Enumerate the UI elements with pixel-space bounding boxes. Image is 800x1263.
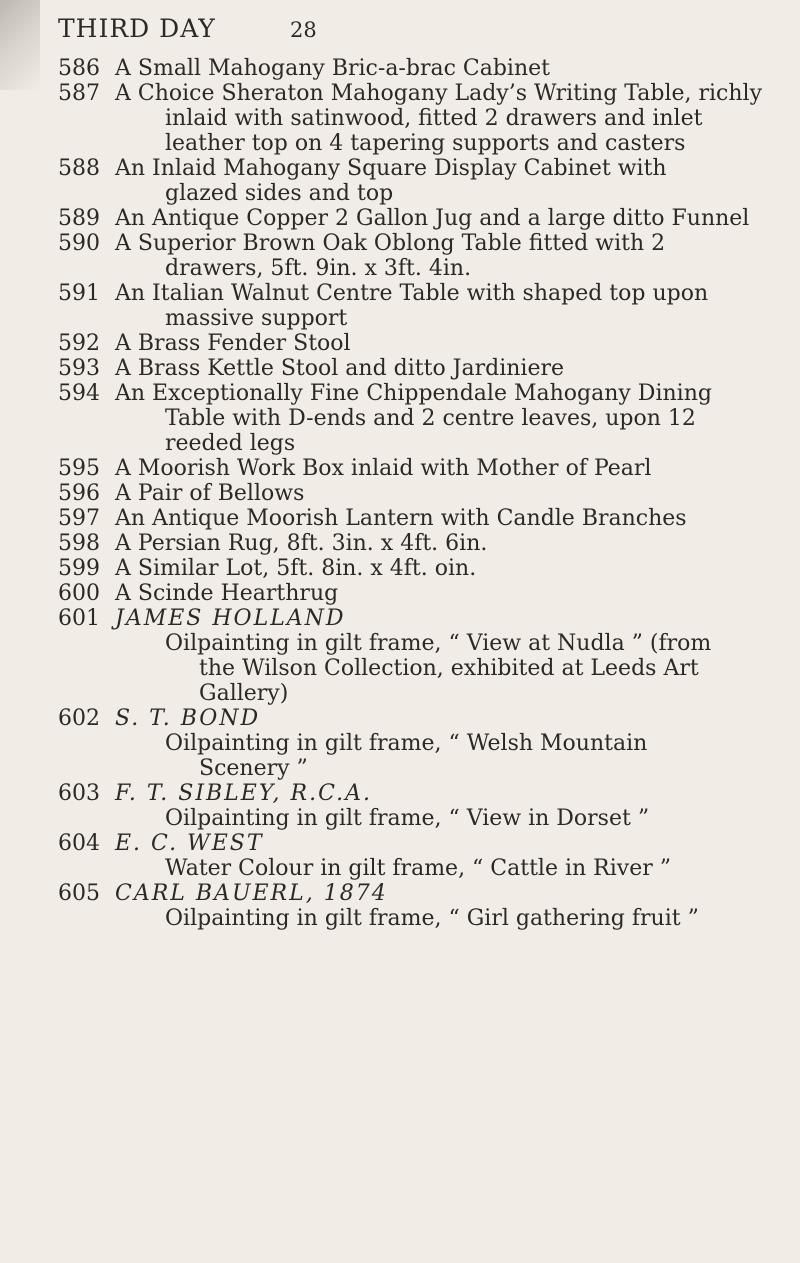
artist-name: F. T. SIBLEY, R.C.A. (115, 781, 373, 806)
lot-number: 601 (58, 606, 100, 631)
lot-number: 600 (58, 581, 100, 606)
artist-name: E. C. WEST (115, 831, 264, 856)
lot-line: Oilpainting in gilt frame, “ Welsh Mountain (165, 731, 648, 756)
lot-line: inlaid with satinwood, fitted 2 drawers and inlet (165, 106, 703, 131)
lot-line: drawers, 5ft. 9in. x 3ft. 4in. (165, 256, 472, 281)
lot-entry (0, 81, 800, 156)
lot-line: A Moorish Work Box inlaid with Mother of Pearl (115, 456, 652, 481)
lot-line: A Superior Brown Oak Oblong Table fitted with 2 (115, 231, 666, 256)
lot-entry (0, 831, 800, 881)
lot-line: A Brass Kettle Stool and ditto Jardiniere (115, 356, 565, 381)
lot-entry (0, 356, 800, 381)
lot-number: 586 (58, 56, 100, 81)
lot-description (115, 206, 775, 231)
lot-description (115, 456, 775, 481)
lot-description (115, 481, 775, 506)
sale-day-heading: THIRD DAY (58, 14, 216, 43)
lot-description (115, 56, 775, 81)
lot-description (115, 231, 775, 281)
lot-number: 593 (58, 356, 100, 381)
lot-line: reeded legs (165, 431, 296, 456)
page-number: 28 (290, 18, 317, 42)
lot-entry (0, 231, 800, 281)
lot-entry (0, 531, 800, 556)
artist-name: JAMES HOLLAND (115, 606, 346, 631)
lot-entry (0, 706, 800, 781)
lot-line: A Brass Fender Stool (115, 331, 351, 356)
lot-line: leather top on 4 tapering supports and casters (165, 131, 686, 156)
artist-name: S. T. BOND (115, 706, 261, 731)
lot-line: Oilpainting in gilt frame, “ Girl gathering fruit ” (165, 906, 699, 931)
lot-description (115, 156, 775, 206)
lot-line: An Inlaid Mahogany Square Display Cabinet with (115, 156, 667, 181)
lot-number: 589 (58, 206, 100, 231)
lot-list (0, 56, 800, 931)
lot-line: Water Colour in gilt frame, “ Cattle in River ” (165, 856, 671, 881)
lot-description (115, 881, 775, 931)
lot-line: An Antique Copper 2 Gallon Jug and a large ditto Funnel (115, 206, 750, 231)
lot-description (115, 356, 775, 381)
lot-description (115, 706, 775, 781)
lot-description (115, 331, 775, 356)
lot-line: Table with D-ends and 2 centre leaves, upon 12 (165, 406, 696, 431)
lot-entry (0, 331, 800, 356)
lot-number: 599 (58, 556, 100, 581)
lot-entry (0, 156, 800, 206)
lot-description (115, 81, 775, 156)
lot-number: 590 (58, 231, 100, 256)
lot-line: Scenery ” (199, 756, 308, 781)
lot-line: A Choice Sheraton Mahogany Lady’s Writing Table, richly (115, 81, 763, 106)
lot-entry (0, 206, 800, 231)
lot-number: 595 (58, 456, 100, 481)
lot-entry (0, 481, 800, 506)
lot-entry (0, 881, 800, 931)
page-header (0, 14, 800, 50)
lot-number: 598 (58, 531, 100, 556)
lot-description (115, 531, 775, 556)
lot-entry (0, 456, 800, 481)
lot-entry (0, 381, 800, 456)
lot-description (115, 281, 775, 331)
lot-entry (0, 506, 800, 531)
lot-number: 596 (58, 481, 100, 506)
lot-number: 588 (58, 156, 100, 181)
lot-line: the Wilson Collection, exhibited at Leeds Art (199, 656, 699, 681)
lot-entry (0, 556, 800, 581)
lot-description (115, 556, 775, 581)
lot-description (115, 606, 775, 706)
lot-description (115, 581, 775, 606)
lot-line: An Italian Walnut Centre Table with shaped top upon (115, 281, 709, 306)
lot-line: An Antique Moorish Lantern with Candle Branches (115, 506, 687, 531)
lot-line: A Pair of Bellows (115, 481, 305, 506)
lot-number: 604 (58, 831, 100, 856)
lot-line: glazed sides and top (165, 181, 394, 206)
lot-description (115, 506, 775, 531)
lot-number: 602 (58, 706, 100, 731)
lot-description (115, 831, 775, 881)
artist-name: CARL BAUERL, 1874 (115, 881, 388, 906)
lot-line: An Exceptionally Fine Chippendale Mahogany Dining (115, 381, 712, 406)
lot-line: A Scinde Hearthrug (115, 581, 339, 606)
lot-line: A Persian Rug, 8ft. 3in. x 4ft. 6in. (115, 531, 488, 556)
lot-number: 591 (58, 281, 100, 306)
lot-description (115, 381, 775, 456)
lot-line: A Similar Lot, 5ft. 8in. x 4ft. oin. (115, 556, 477, 581)
lot-line: Oilpainting in gilt frame, “ View in Dorset ” (165, 806, 650, 831)
lot-number: 594 (58, 381, 100, 406)
lot-line: A Small Mahogany Bric-a-brac Cabinet (115, 56, 550, 81)
lot-number: 597 (58, 506, 100, 531)
lot-line: Gallery) (199, 681, 289, 706)
lot-entry (0, 581, 800, 606)
lot-entry (0, 56, 800, 81)
lot-number: 603 (58, 781, 100, 806)
lot-number: 605 (58, 881, 100, 906)
lot-entry (0, 281, 800, 331)
lot-entry (0, 781, 800, 831)
lot-entry (0, 606, 800, 706)
lot-line: Oilpainting in gilt frame, “ View at Nudla ” (from (165, 631, 712, 656)
lot-description (115, 781, 775, 831)
lot-line: massive support (165, 306, 348, 331)
lot-number: 587 (58, 81, 100, 106)
lot-number: 592 (58, 331, 100, 356)
